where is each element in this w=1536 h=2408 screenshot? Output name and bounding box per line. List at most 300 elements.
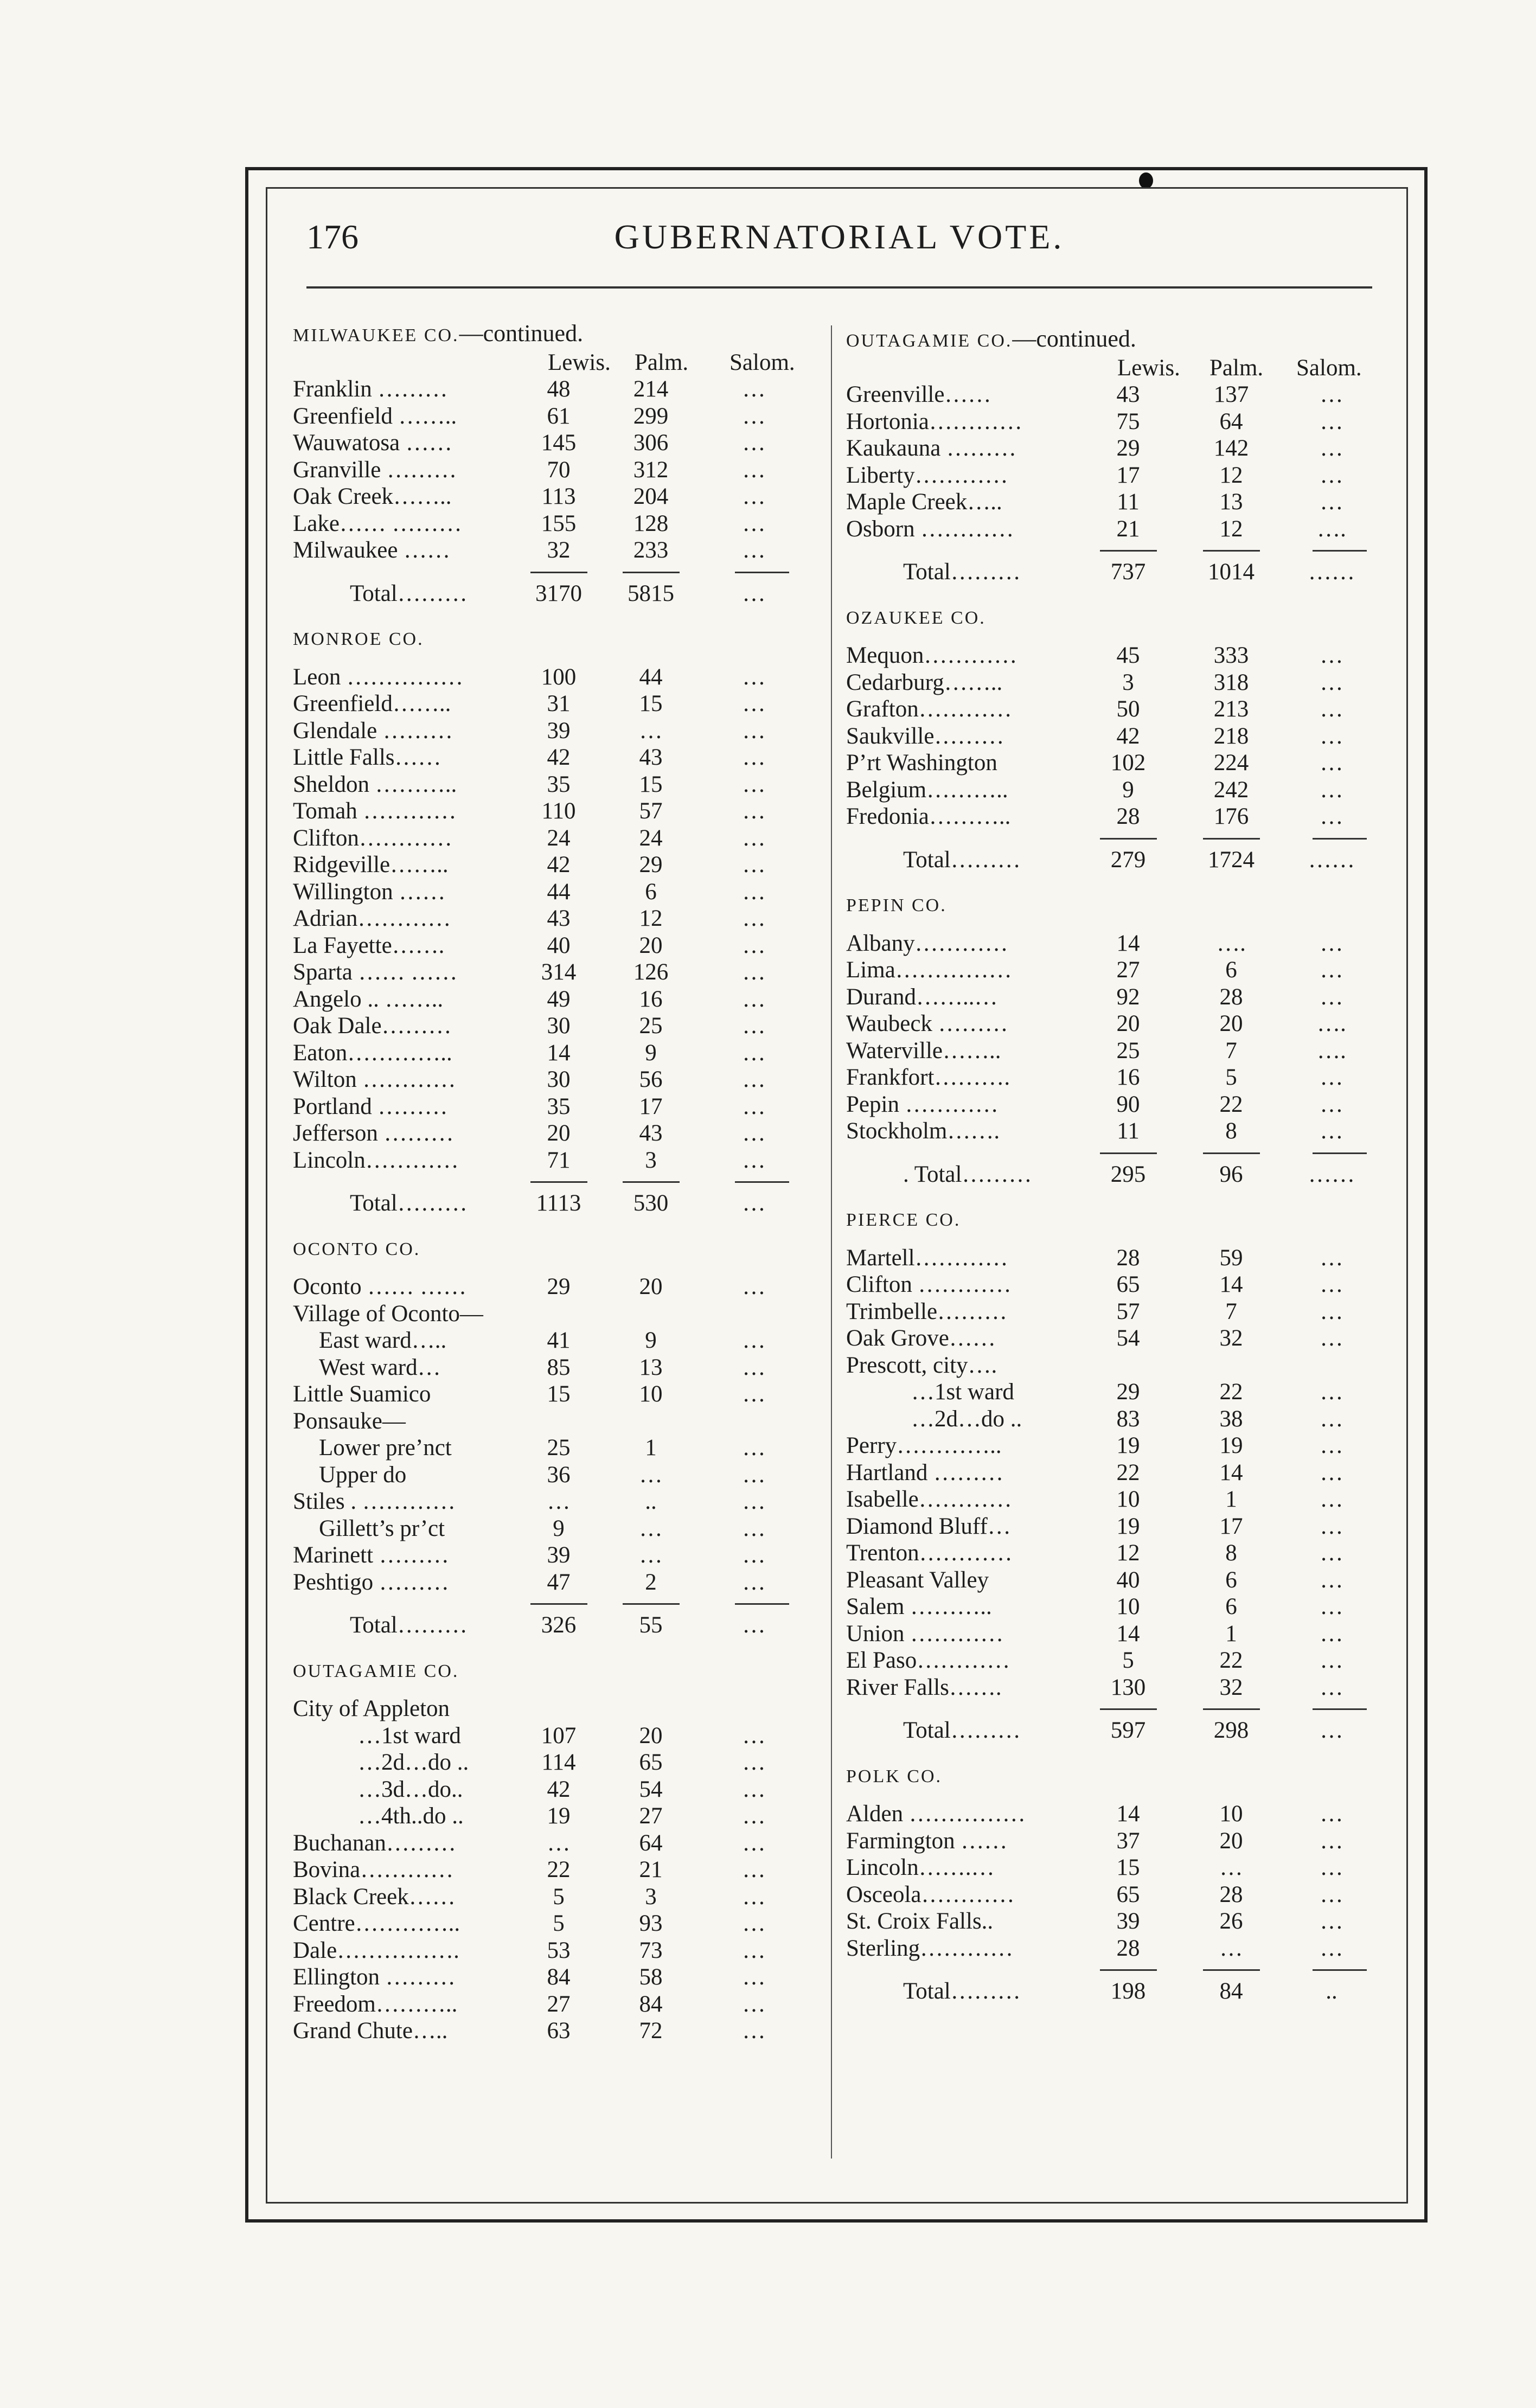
total-label: . Total……… [903, 1161, 1032, 1187]
salomon-total: …… [1308, 847, 1355, 873]
table-row [293, 1434, 819, 1462]
palmer-votes: 8 [1225, 1540, 1237, 1566]
lewis-votes: 43 [1116, 382, 1140, 407]
lewis-votes: 40 [1116, 1567, 1140, 1593]
palmer-votes: 214 [633, 376, 669, 402]
salomon-votes: … [742, 1830, 766, 1856]
lewis-votes: 29 [1116, 436, 1140, 461]
table-row [846, 1801, 1383, 1828]
rule-salomon [1313, 1152, 1367, 1154]
place-name: Pepin ………… [846, 1091, 999, 1117]
palmer-votes: 3 [645, 1147, 657, 1173]
salomon-votes: … [1320, 1487, 1343, 1512]
palmer-votes: … [639, 718, 663, 744]
table-row [846, 408, 1383, 436]
lewis-votes: 32 [547, 537, 571, 563]
palmer-votes: 58 [639, 1964, 663, 1990]
place-name: Ridgeville…….. [293, 852, 449, 878]
total-label: Total……… [903, 1978, 1021, 2004]
palmer-votes: 38 [1219, 1406, 1243, 1432]
salomon-votes: … [742, 959, 766, 985]
table-row [293, 1542, 819, 1569]
place-name: Frankfort………. [846, 1065, 1010, 1090]
palmer-votes: 73 [639, 1937, 663, 1963]
salomon-votes: … [742, 376, 766, 402]
palmer-votes: 20 [639, 1274, 663, 1299]
section-gap [846, 586, 1383, 605]
palmer-votes: 10 [639, 1381, 663, 1407]
table-row [293, 1910, 819, 1937]
table-row [846, 696, 1383, 723]
palmer-votes: 12 [1219, 462, 1243, 488]
salomon-votes: … [1320, 489, 1343, 515]
place-name: Isabelle………… [846, 1487, 1012, 1512]
table-row [846, 1091, 1383, 1118]
place-name: Little Falls…… [293, 745, 441, 770]
place-name: Trenton………… [846, 1540, 1013, 1566]
table-row [293, 1093, 819, 1120]
table-row [846, 1432, 1383, 1459]
table-row [293, 1066, 819, 1093]
section-gap [846, 1188, 1383, 1207]
salomon-votes: … [1320, 696, 1343, 722]
lewis-votes: 20 [1116, 1011, 1140, 1036]
palmer-votes: 318 [1213, 669, 1249, 695]
palmer-votes: 9 [645, 1040, 657, 1066]
salomon-votes: … [742, 1381, 766, 1407]
palmer-votes: 32 [1219, 1325, 1243, 1351]
palmer-votes: 306 [633, 430, 669, 456]
salomon-votes: … [1320, 1245, 1343, 1271]
salomon-votes: … [742, 1803, 766, 1829]
total-label: Total……… [350, 1190, 468, 1216]
palmer-votes: 43 [639, 745, 663, 770]
total-row [846, 1978, 1383, 2005]
lewis-votes: 19 [1116, 1513, 1140, 1539]
salomon-votes: … [1320, 1513, 1343, 1539]
palmer-votes: 17 [639, 1093, 663, 1119]
table-row [846, 1935, 1383, 1962]
palmer-votes: 126 [633, 959, 669, 985]
place-name: …4th..do .. [358, 1803, 464, 1829]
palmer-votes: … [639, 1462, 663, 1488]
total-label: Total……… [903, 559, 1021, 585]
salomon-votes: … [742, 1120, 766, 1146]
salomon-total: … [1320, 1718, 1343, 1743]
lewis-votes: 63 [547, 2018, 571, 2044]
lewis-votes: 25 [1116, 1038, 1140, 1064]
title-gap [293, 653, 819, 664]
lewis-votes: 39 [1116, 1909, 1140, 1934]
page-header [306, 217, 1372, 266]
county-name: OZAUKEE CO. [846, 607, 986, 628]
lewis-votes: 84 [547, 1964, 571, 1990]
rule-palmer [623, 1181, 680, 1183]
palmer-votes: 233 [633, 537, 669, 563]
place-name: Liberty………… [846, 462, 1008, 488]
table-row [293, 1722, 819, 1750]
header-salomon: Salom. [1296, 355, 1362, 381]
palmer-votes: 218 [1213, 723, 1249, 749]
table-row [293, 403, 819, 430]
lewis-votes: 30 [547, 1067, 571, 1092]
palmer-total: 1724 [1208, 847, 1255, 873]
salomon-votes: … [1320, 777, 1343, 803]
table-row [293, 1964, 819, 1991]
place-name: Leon …………… [293, 664, 464, 690]
salomon-votes: … [1320, 436, 1343, 461]
table-row [846, 1459, 1383, 1487]
lewis-votes: 28 [1116, 1935, 1140, 1961]
palmer-votes: 9 [645, 1328, 657, 1353]
salomon-votes: … [742, 457, 766, 483]
page-title: GUBERNATORIAL VOTE. [614, 217, 1065, 256]
palmer-votes: 28 [1219, 1881, 1243, 1907]
salomon-votes: … [742, 1884, 766, 1910]
palmer-votes: 29 [639, 852, 663, 878]
palmer-total: 55 [639, 1612, 663, 1638]
salomon-votes: … [742, 1857, 766, 1882]
title-gap [293, 1685, 819, 1695]
place-name: Adrian………… [293, 906, 451, 931]
header-rule [306, 286, 1372, 289]
lewis-votes: 155 [541, 510, 577, 536]
place-name: Martell………… [846, 1245, 1008, 1271]
place-name: Cedarburg…….. [846, 669, 1003, 695]
salomon-votes: … [1320, 1325, 1343, 1351]
rule-salomon [735, 1181, 789, 1183]
table-row [846, 1513, 1383, 1540]
salomon-votes: … [1320, 1406, 1343, 1432]
section-gap [846, 1744, 1383, 1763]
palmer-total: 5815 [628, 580, 674, 606]
table-row [846, 435, 1383, 462]
table-row [293, 744, 819, 771]
palmer-votes: 312 [633, 457, 669, 483]
table-row [846, 1379, 1383, 1406]
salomon-votes: … [742, 1911, 766, 1936]
salomon-votes: … [742, 510, 766, 536]
lewis-votes: 53 [547, 1937, 571, 1963]
place-name: Freedom……….. [293, 1991, 458, 2017]
salomon-votes: … [742, 430, 766, 456]
place-name: Pleasant Valley [846, 1567, 989, 1593]
rule-palmer [1203, 1708, 1260, 1710]
lewis-votes: 29 [1116, 1379, 1140, 1405]
place-name: Perry………….. [846, 1433, 1002, 1458]
county-title [846, 892, 1383, 919]
salomon-votes: … [1320, 723, 1343, 749]
section-gap [293, 1217, 819, 1236]
lewis-votes: 5 [1122, 1648, 1134, 1673]
table-row [293, 1937, 819, 1964]
salomon-votes: … [742, 1040, 766, 1066]
lewis-votes: 17 [1116, 462, 1140, 488]
lewis-votes: 9 [1122, 777, 1134, 803]
salomon-votes: … [742, 932, 766, 958]
continued-label: —continued. [459, 320, 584, 347]
palmer-votes: 242 [1213, 777, 1249, 803]
total-label: Total……… [350, 580, 468, 606]
palmer-votes: 6 [645, 879, 657, 905]
place-name: Prescott, city…. [846, 1352, 997, 1378]
place-name: West ward… [319, 1354, 441, 1380]
lewis-votes: 3 [1122, 669, 1134, 695]
lewis-votes: 40 [547, 932, 571, 958]
palmer-votes: 20 [639, 932, 663, 958]
table-row [846, 1118, 1383, 1145]
table-row [846, 1245, 1383, 1272]
page-number: 176 [306, 217, 359, 256]
salomon-votes: … [1320, 1594, 1343, 1619]
table-row [293, 718, 819, 745]
palmer-total: 84 [1219, 1978, 1243, 2004]
salomon-votes: … [1320, 1091, 1343, 1117]
table-row [293, 879, 819, 906]
salomon-total: …… [1308, 559, 1355, 585]
table-row [293, 1749, 819, 1776]
salomon-votes: … [742, 1147, 766, 1173]
lewis-total: 198 [1110, 1978, 1146, 2004]
palmer-votes: 44 [639, 664, 663, 690]
rule-lewis [530, 572, 587, 573]
county-title [846, 1207, 1383, 1234]
table-row [293, 1884, 819, 1911]
rule-palmer [623, 1603, 680, 1605]
total-rule [846, 1701, 1383, 1717]
lewis-votes: 27 [1116, 957, 1140, 983]
county-name: OUTAGAMIE CO. [293, 1661, 459, 1681]
title-gap [846, 919, 1383, 930]
table-row [293, 664, 819, 691]
place-name: Black Creek…… [293, 1884, 456, 1910]
salomon-total: … [742, 1190, 766, 1216]
salomon-votes: … [742, 771, 766, 797]
section-gap [293, 607, 819, 626]
salomon-votes: … [1320, 1935, 1343, 1961]
place-name: Lake…… ……… [293, 510, 462, 536]
title-gap [846, 1790, 1383, 1801]
lewis-votes: 41 [547, 1328, 571, 1353]
table-row [293, 771, 819, 798]
lewis-votes: 85 [547, 1354, 571, 1380]
total-rule [846, 1145, 1383, 1161]
palmer-votes: 22 [1219, 1379, 1243, 1405]
salomon-votes: … [1320, 1459, 1343, 1485]
county-title [846, 325, 1383, 355]
place-name: Durand……..… [846, 984, 998, 1010]
salomon-votes: … [1320, 382, 1343, 407]
place-name: Kaukauna ……… [846, 436, 1017, 461]
lewis-votes: 107 [541, 1722, 577, 1749]
salomon-votes: … [742, 745, 766, 770]
lewis-votes: 15 [1116, 1855, 1140, 1880]
place-name: Ponsauke— [293, 1408, 406, 1434]
table-row [293, 932, 819, 959]
rule-lewis [1100, 838, 1157, 840]
table-row [846, 1352, 1383, 1379]
palmer-votes: 5 [1225, 1065, 1237, 1090]
table-row [293, 1013, 819, 1040]
salomon-votes: … [742, 798, 766, 824]
palmer-votes: 16 [639, 986, 663, 1012]
lewis-votes: 145 [541, 430, 577, 456]
salomon-votes: … [1320, 669, 1343, 695]
county-title [293, 1658, 819, 1685]
palmer-votes: 6 [1225, 1567, 1237, 1593]
place-name: Saukville……… [846, 723, 1004, 749]
palmer-votes: 7 [1225, 1298, 1237, 1324]
table-row [293, 1515, 819, 1542]
lewis-votes: 31 [547, 691, 571, 716]
place-name: Salem ……….. [846, 1594, 992, 1619]
salomon-votes: … [742, 718, 766, 744]
table-row [293, 1856, 819, 1884]
table-row [293, 1803, 819, 1830]
rule-palmer [1203, 550, 1260, 552]
rule-lewis [1100, 1969, 1157, 1971]
table-row [846, 516, 1383, 543]
lewis-votes: 28 [1116, 804, 1140, 829]
palmer-total: 530 [633, 1190, 669, 1216]
palmer-votes: 7 [1225, 1038, 1237, 1064]
salomon-votes: … [742, 1515, 766, 1541]
lewis-votes: 61 [547, 403, 571, 429]
palmer-votes: 13 [639, 1354, 663, 1380]
place-name: Upper do [319, 1462, 407, 1488]
palmer-votes: 19 [1219, 1433, 1243, 1458]
place-name: Grafton………… [846, 696, 1012, 722]
palmer-votes: 3 [645, 1884, 657, 1910]
county-name: MONROE CO. [293, 629, 424, 649]
salomon-votes: … [742, 1093, 766, 1119]
county-title [846, 605, 1383, 632]
place-name: Eaton………….. [293, 1040, 452, 1066]
rule-palmer [1203, 838, 1260, 840]
lewis-votes: 37 [1116, 1828, 1140, 1854]
place-name: Glendale ……… [293, 718, 453, 744]
lewis-votes: 49 [547, 986, 571, 1012]
table-row [293, 959, 819, 986]
county-name: OCONTO CO. [293, 1239, 421, 1259]
table-row [846, 803, 1383, 830]
lewis-votes: 39 [547, 718, 571, 744]
salomon-total: .. [1326, 1978, 1337, 2004]
table-row [846, 1593, 1383, 1621]
salomon-votes: … [742, 879, 766, 905]
total-row [293, 1190, 819, 1217]
place-name: Maple Creek….. [846, 489, 1002, 515]
column-divider [831, 325, 832, 2159]
salomon-votes: … [742, 1776, 766, 1802]
table-row [293, 1408, 819, 1435]
salomon-votes: … [742, 1435, 766, 1461]
lewis-votes: 36 [547, 1462, 571, 1488]
county-name: PEPIN CO. [846, 895, 947, 915]
lewis-votes: 130 [1110, 1674, 1146, 1700]
lewis-votes: 9 [553, 1515, 565, 1541]
lewis-votes: 57 [1116, 1298, 1140, 1324]
total-label: Total……… [350, 1612, 468, 1638]
rule-lewis [1100, 1708, 1157, 1710]
lewis-votes: 83 [1116, 1406, 1140, 1432]
place-name: Milwaukee …… [293, 537, 451, 563]
rule-salomon [1313, 1969, 1367, 1971]
salomon-votes: … [1320, 1801, 1343, 1827]
palmer-votes: 22 [1219, 1648, 1243, 1673]
table-row [293, 2018, 819, 2045]
palmer-votes: 213 [1213, 696, 1249, 722]
title-gap [846, 1234, 1383, 1245]
table-row [846, 750, 1383, 777]
rule-lewis [1100, 1152, 1157, 1154]
palmer-votes: 14 [1219, 1459, 1243, 1485]
total-rule [846, 542, 1383, 559]
total-row [846, 1161, 1383, 1188]
salomon-votes: … [742, 1542, 766, 1568]
rule-palmer [623, 572, 680, 573]
salomon-votes: … [1320, 930, 1343, 956]
place-name: Lincoln…….… [846, 1855, 995, 1880]
place-name: …2d…do .. [911, 1406, 1022, 1432]
palmer-votes: …. [1217, 930, 1246, 956]
place-name: La Fayette……. [293, 932, 445, 958]
table-row [293, 1147, 819, 1174]
county-title [293, 320, 819, 349]
header-lewis: Lewis. [1117, 355, 1180, 381]
palmer-votes: 22 [1219, 1091, 1243, 1117]
palmer-votes: 84 [639, 1991, 663, 2017]
table-row [293, 1273, 819, 1301]
palmer-votes: 20 [639, 1722, 663, 1749]
salomon-votes: … [742, 1569, 766, 1595]
palmer-votes: 176 [1213, 804, 1249, 829]
rule-lewis [530, 1181, 587, 1183]
salomon-votes: … [1320, 984, 1343, 1010]
county-title [293, 1236, 819, 1263]
rule-lewis [1100, 550, 1157, 552]
table-row [846, 642, 1383, 669]
salomon-votes: … [742, 825, 766, 851]
lewis-votes: 102 [1110, 750, 1146, 776]
rule-salomon [1313, 1708, 1367, 1710]
table-row [846, 489, 1383, 516]
rule-salomon [1313, 838, 1367, 840]
lewis-total: 295 [1110, 1161, 1146, 1187]
palmer-votes: 26 [1219, 1909, 1243, 1934]
lewis-votes: 12 [1116, 1540, 1140, 1566]
place-name: Willington …… [293, 879, 446, 905]
table-row [293, 1462, 819, 1489]
palmer-votes: 12 [639, 906, 663, 931]
lewis-votes: 10 [1116, 1594, 1140, 1619]
place-name: River Falls……. [846, 1674, 1002, 1700]
palmer-votes: 24 [639, 825, 663, 851]
palmer-votes: 64 [639, 1830, 663, 1856]
place-name: Centre………….. [293, 1911, 460, 1936]
place-name: …1st ward [911, 1379, 1014, 1405]
lewis-votes: 65 [1116, 1272, 1140, 1297]
lewis-votes: 20 [547, 1120, 571, 1146]
salomon-votes: … [1320, 1855, 1343, 1880]
total-rule [293, 1174, 819, 1190]
salomon-votes: … [1320, 643, 1343, 668]
table-row [846, 1674, 1383, 1701]
table-row [293, 1569, 819, 1596]
place-name: Dale……………. [293, 1937, 459, 1963]
place-name: Waubeck ……… [846, 1011, 1008, 1036]
place-name: Greenfield …….. [293, 403, 457, 429]
